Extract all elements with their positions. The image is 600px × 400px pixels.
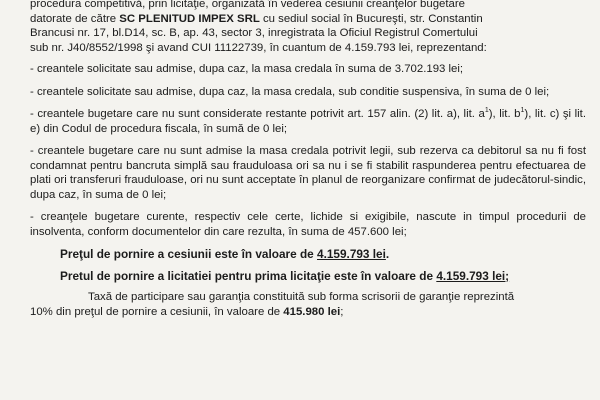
fee-line-2b: ; [340,305,344,318]
starting-price-auction [60,269,586,284]
document-text [30,0,586,327]
superscript-2: 1 [520,107,525,115]
intro-line-2a: datorate de către [30,12,120,25]
fee-line-1: Taxă de participare sau garanţia constituită sub forma scrisorii de garanţie reprezintă [88,291,515,304]
item-not-overdue [30,107,586,136]
price2-value: 4.159.793 lei; [436,268,510,283]
item-admitted: - creantele solicitate sau admise, dupa caz, la masa credala în suma de 3.702.193 lei; [30,63,464,76]
fee-line-2 [30,305,343,320]
starting-price-cession [60,247,586,262]
intro-line-3: Brancusi nr. 17, bl.D14, sc. B, ap. 43, sector 3, inregistrata la Oficiul Registrul Comertului [30,27,478,40]
intro-line-4: sub nr. J40/8552/1998 şi avand CUI 11122739, în cuantum de 4.159.793 lei, reprezentand: [30,41,487,54]
price1-suffix: . [385,247,390,262]
fee-line-2a: 10% din preţul de pornire a cesiunii, în valoare de [30,305,284,318]
item-current: - creanţele bugetare curente, respectiv cele certe, lichide si exigibile, nascute in timpul procedurii de insolventa, conform documentelor din care rezulta, în suma de 457.600 lei; [30,211,586,238]
item-not-overdue-b: ), lit. b [488,107,521,120]
superscript-1: 1 [484,107,489,115]
item-not-overdue-a: - creantele bugetare care nu sunt considerate restante potrivit art. 157 alin. (2) lit. a), lit. a [30,107,485,120]
fee-paragraph [30,290,586,319]
intro-line-2b: cu sediul social în Bucureşti, str. Constantin [259,12,483,25]
price1-value: 4.159.793 lei [317,247,386,262]
fee-value: 415.980 lei [283,305,341,318]
company-name: SC PLENITUD IMPEX SRL [119,12,260,25]
price1-prefix: Preţul de pornire a cesiunii este în valoare de [60,247,318,262]
price2-prefix: Pretul de pornire a licitatiei pentru prima licitaţie este în valoare de [60,268,437,283]
item-not-overdue-c: ), lit. c) şi lit. e) din Codul de procedura fiscala, în sumă de 0 lei; [30,107,586,135]
item-suspensive: - creantele solicitate sau admise, dupa caz, la masa credala, sub conditie suspensiva, în suma de 0 lei; [30,85,550,98]
intro-line-1: procedura competitivă, prin licitaţie, organizată în vederea cesiunii creanţelor bugetare [30,0,465,10]
intro-paragraph [30,0,586,55]
item-not-admitted: - creantele bugetare care nu sunt admise la masa credala potrivit legii, sub rezerva ca debitorul sa nu fi fost condamnat pentru bancruta simplă sau frauduloasa ori sa nu i se fi stabilit raspunderea pentru efectuarea de plati ori transferuri frauduloase, ori nu sunt acceptate în planul de reorganizare confirmat de judecătorul-sindic, dupa caz, în suma de 0 lei; [30,144,586,201]
